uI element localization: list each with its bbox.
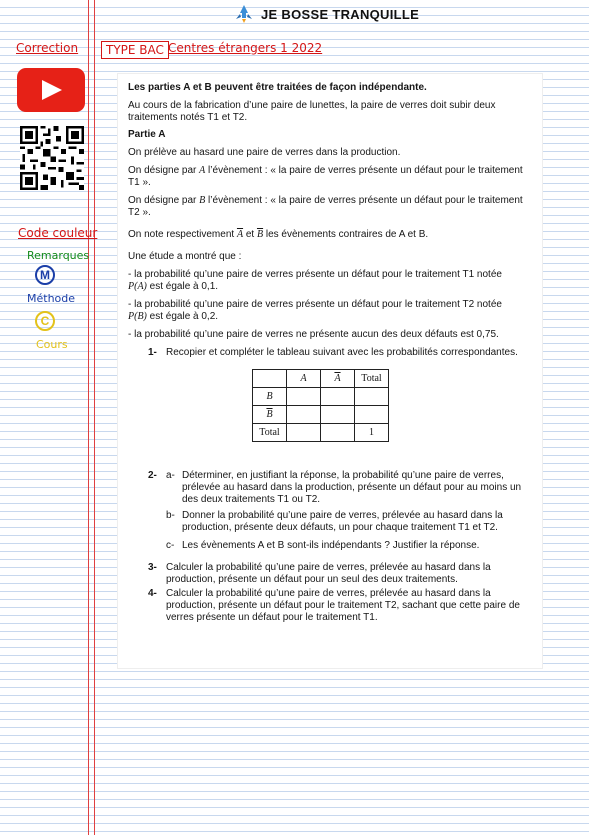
study-intro: Une étude a montré que :	[128, 251, 242, 262]
table-row	[253, 370, 389, 388]
probability-t2: - la probabilité qu’une paire de verres présente un défaut pour le traitement T2 notée P(B) est égale à 0,2.	[128, 299, 502, 322]
qr-code[interactable]	[20, 126, 84, 190]
sampling-text: On prélève au hasard une paire de verres dans la production.	[128, 147, 401, 158]
row-not-b: $\overline{B}$	[253, 406, 287, 424]
event-b-definition: On désigne par B l’évènement : « la paire de verres présente un défaut pour le traitement T2 ».	[128, 195, 523, 218]
type-bac-badge: TYPE BAC	[101, 41, 169, 59]
total-cell: 1	[355, 424, 389, 442]
question-2a: 2- a- Déterminer, en justifiant la réponse, la probabilité qu’une paire de verres, prélevée au hasard dans la production, présente un défaut pour au moins un des deux traitements T1 ou T2.	[148, 470, 522, 505]
part-title: Partie A	[128, 129, 166, 140]
youtube-play-button[interactable]	[17, 68, 85, 112]
question-2b: b- Donner la probabilité qu’une paire de verres, prélevée au hasard dans la production, présente deux défauts, un pour chaque traitement T1 et T2.	[166, 510, 503, 533]
intro-text: Au cours de la fabrication d’une paire de lunettes, la paire de verres doit subir deux traitements notés T1 et T2.	[128, 100, 496, 123]
remarks-label: Remarques	[27, 249, 90, 262]
question-4: 4- Calculer la probabilité qu’une paire de verres, prélevée au hasard dans la production, présente un défaut pour le traitement T2, sachant que cette paire de verres présente un défaut pour le traitement T1.	[148, 588, 520, 623]
play-icon	[42, 80, 62, 100]
table-row	[253, 388, 389, 406]
probability-t1: - la probabilité qu’une paire de verres présente un défaut pour le traitement T1 notée P(A) est égale à 0,1.	[128, 269, 502, 292]
probability-table	[252, 369, 389, 442]
row-total: Total	[253, 424, 287, 442]
probability-none: - la probabilité qu’une paire de verres ne présente aucun des deux défauts est 0,75.	[128, 329, 499, 340]
method-m-icon: M	[35, 265, 55, 285]
header-total: Total	[355, 370, 389, 388]
question-1: 1- Recopier et compléter le tableau suivant avec les probabilités correspondantes.	[148, 347, 518, 358]
table-row	[253, 424, 389, 442]
row-b: B	[253, 388, 287, 406]
question-3: 3- Calculer la probabilité qu’une paire de verres, prélevée au hasard dans la production, présente un défaut pour un seul des deux traitements.	[148, 562, 491, 585]
intro-bold: Les parties A et B peuvent être traitées de façon indépendante.	[128, 82, 427, 93]
correction-label: Correction	[16, 41, 79, 55]
color-code-label: Code couleur	[18, 226, 98, 240]
event-a-definition: On désigne par A l’évènement : « la paire de verres présente un défaut pour le traitement T1 ».	[128, 165, 523, 188]
course-label: Cours	[36, 338, 68, 351]
site-header	[233, 4, 419, 24]
exercise-content	[128, 82, 536, 624]
header-a: A	[287, 370, 321, 388]
header-not-a: $\overline{A}$	[321, 370, 355, 388]
site-name: JE BOSSE TRANQUILLE	[261, 6, 420, 22]
question-2c: c- Les évènements A et B sont-ils indépendants ? Justifier la réponse.	[166, 540, 480, 551]
course-c-icon: C	[35, 311, 55, 331]
method-label: Méthode	[27, 292, 76, 305]
table-row	[253, 406, 389, 424]
rocket-logo-icon	[233, 4, 255, 24]
complement-events-text: On note respectivement $\overline{A}$ et $\overline{B}$ les évènements contraires de A et B.	[128, 229, 429, 240]
exam-session-title: Centres étrangers 1 2022	[168, 41, 323, 55]
